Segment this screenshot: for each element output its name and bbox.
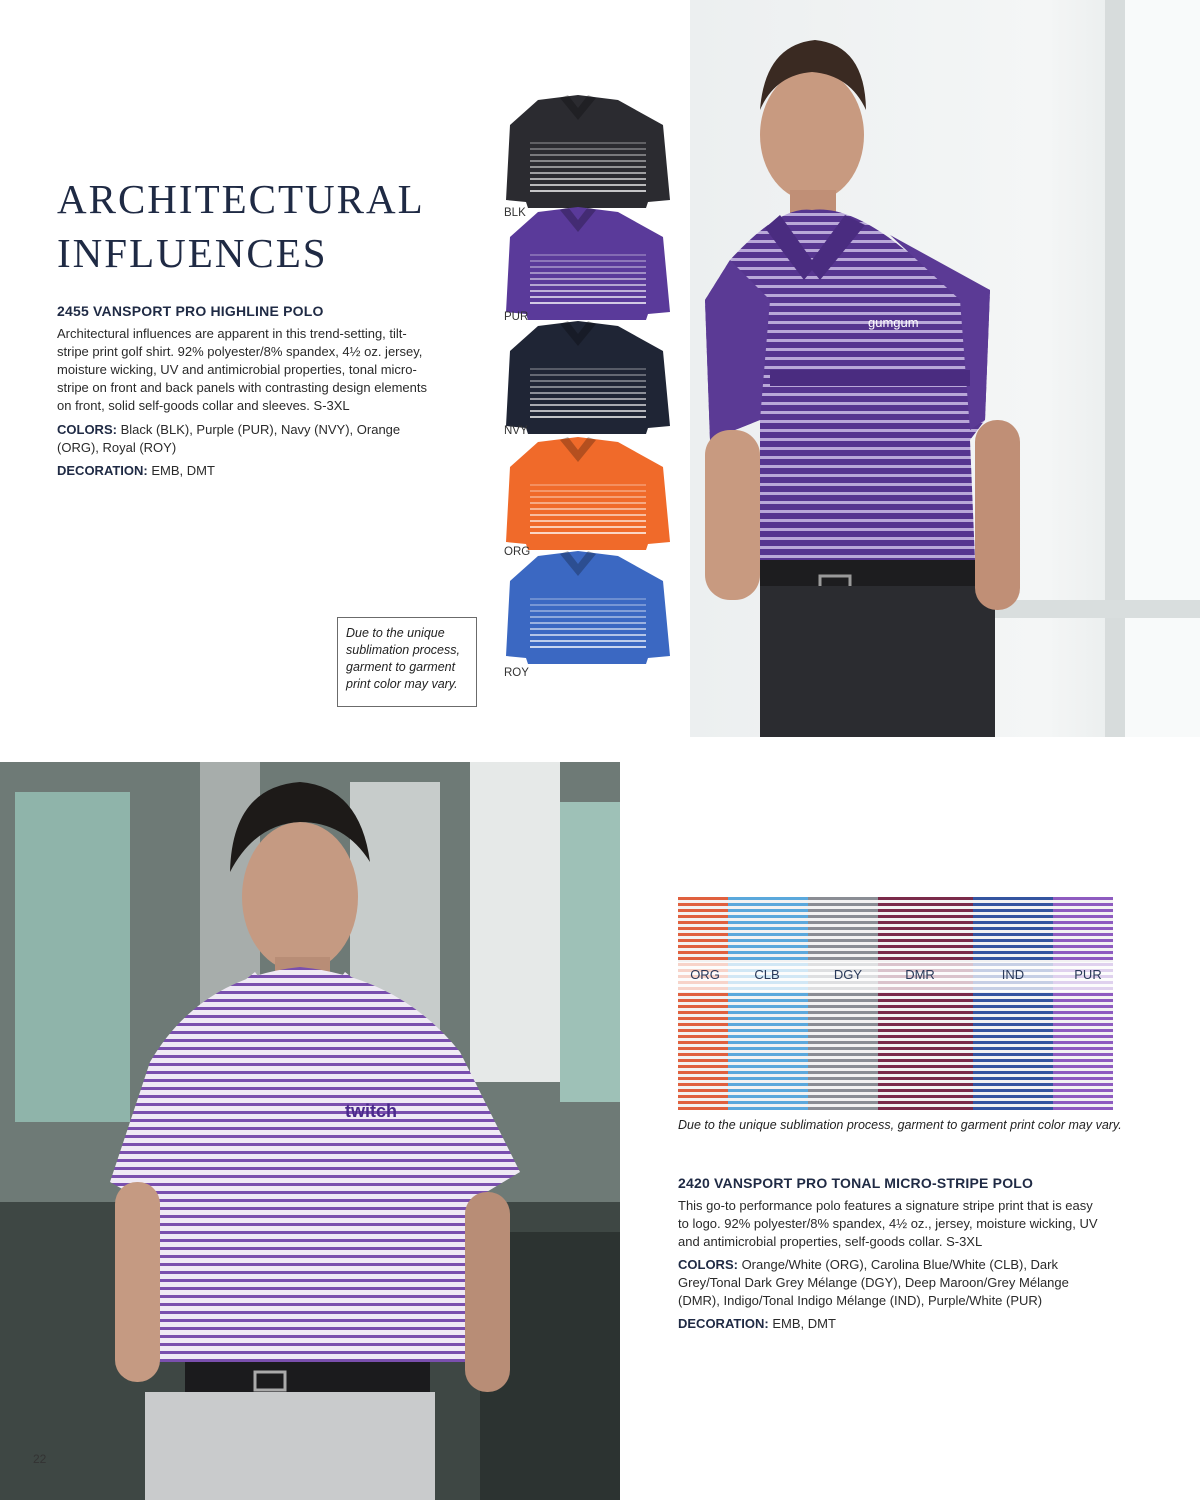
product2-decoration-value: EMB, DMT [768,1316,836,1331]
polo-swatch-org [506,437,670,550]
strip-shirt-ind [973,897,1058,1110]
product1-decoration-label: DECORATION: [57,463,148,478]
strip-shirt-org [678,897,733,1110]
polo-swatch-nvy [506,321,670,434]
product1-decoration [57,462,437,480]
product1-swatch-graphics [498,90,678,690]
swatch-label-blk: BLK [504,207,526,219]
strip-shirt-dmr [878,897,978,1110]
strip-shirt-pur [1053,897,1113,1110]
product2-description: This go-to performance polo features a signature stripe print that is easy to logo. 92% polyester/8% spandex, 4½ oz., jersey, moisture wicking, UV and antimicrobial properties, self-goods collar. S-3XL [678,1198,1098,1249]
strip-label-dmr: DMR [905,967,935,982]
product1-sublimation-note: Due to the unique sublimation process, garment to garment print color may vary. [337,617,477,707]
swatch-label-roy: ROY [504,667,529,679]
strip-label-clb: CLB [754,967,780,982]
swatch-label-pur: PUR [504,311,529,323]
model-photo-striped-polo [0,762,620,1500]
polo-swatch-blk [506,95,670,208]
product1-swatch-column [498,90,678,690]
model-photo-purple-polo [690,0,1200,737]
product1-description: Architectural influences are apparent in this trend-setting, tilt-stripe print golf shirt. 92% polyester/8% spandex, 4½ oz. jersey, moisture wicking, UV and antimicrobial properties, tonal micro-stripe on front and back panels with contrasting design elements on front, solid self-goods collar and sleeves. S-3XL [57,326,427,413]
product2-colors [678,1256,1098,1310]
page-number: 22 [33,1452,47,1466]
strip-label-dgy: DGY [833,967,863,982]
polo-swatch-roy [506,551,670,664]
strip-shirt-clb [728,897,813,1110]
strip-label-pur: PUR [1074,967,1102,982]
swatch-label-org: ORG [504,546,531,558]
product2-color-strip [678,897,1113,1110]
product2-decoration-label: DECORATION: [678,1316,769,1331]
photo-logo-gumgum: gumgum [868,315,919,330]
section-title-line2: INFLUENCES [57,230,328,276]
swatch-label-nvy: NVY [504,425,528,437]
product1-title: 2455 VANSPORT PRO HIGHLINE POLO [57,303,324,319]
product1-colors [57,421,437,457]
section-title [57,172,477,280]
product2-sublimation-note: Due to the unique sublimation process, garment to garment print color may vary. [678,1118,1122,1132]
product2-title: 2420 VANSPORT PRO TONAL MICRO-STRIPE POLO [678,1175,1034,1191]
strip-label-ind: IND [1001,967,1025,982]
product2-decoration [678,1315,1098,1333]
product1-colors-label: COLORS: [57,422,117,437]
product2-color-strip-graphics [678,897,1113,1110]
product2-colors-value: Orange/White (ORG), Carolina Blue/White (CLB), Dark Grey/Tonal Dark Grey Mélange (DGY), Deep Maroon/Grey Mélange (DMR), Indigo/Tonal Indigo Mélange (IND), Purple/White (PUR) [678,1257,1069,1308]
product2-colors-label: COLORS: [678,1257,738,1272]
photo-logo-twitch: twitch [345,1101,397,1121]
product1-colors-value: Black (BLK), Purple (PUR), Navy (NVY), Orange (ORG), Royal (ROY) [57,422,401,455]
section-title-line1: ARCHITECTURAL [57,176,425,222]
product2-info [678,1175,1098,1333]
strip-label-org: ORG [690,967,720,982]
product1-info [57,303,437,480]
polo-swatch-pur [506,207,670,320]
strip-shirt-dgy [808,897,883,1110]
product1-decoration-value: EMB, DMT [147,463,215,478]
